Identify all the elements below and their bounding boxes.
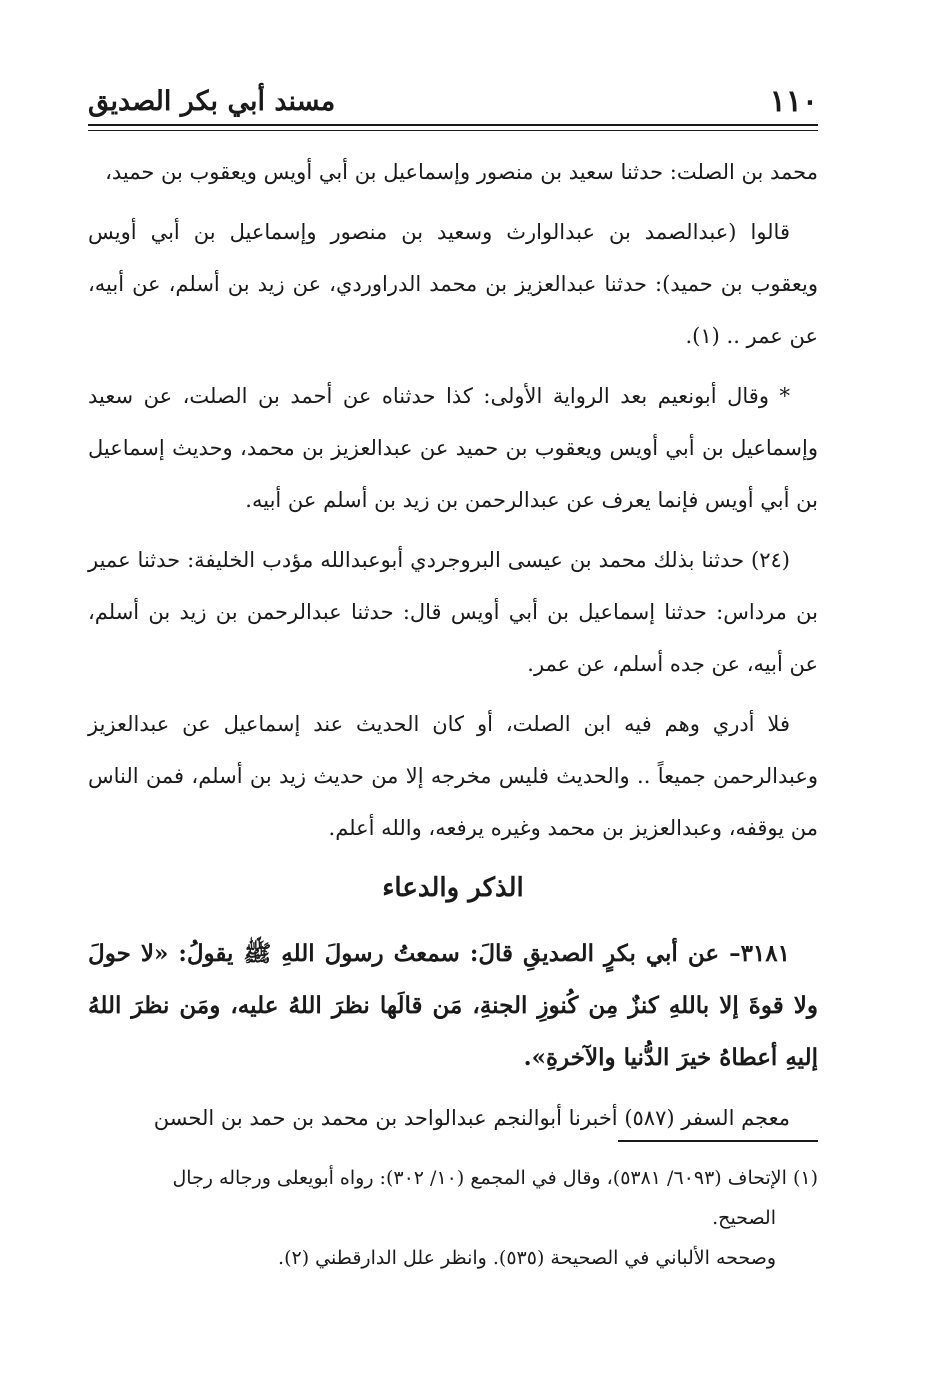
paragraph-5: فلا أدري وهم فيه ابن الصلت، أو كان الحديث عند إسماعيل عن عبدالعزيز وعبدالرحمن جميعاً .. والحديث فليس مخرجه إلا من حديث زيد بن أسلم، فمن الناس من يوقفه، وعبدالعزيز بن محمد وغيره يرفعه، والله أعلم. — [88, 712, 818, 840]
hadith-text: ٣١٨١– عن أبي بكرٍ الصديقِ قالَ: سمعتُ رسولَ اللهِ ﷺ يقولُ: «لا حولَ ولا قوةَ إلا باللهِ كنزٌ مِن كُنوزِ الجنةِ، مَن قالَها نظرَ اللهُ عليه، ومَن نظرَ اللهُ إليهِ أعطاهُ خيرَ الدُّنيا والآخرةِ». — [88, 940, 818, 1071]
footnote-1-continuation-2: وصححه الألباني في الصحيحة (٥٣٥). وانظر علل الدارقطني (٢). — [278, 1247, 776, 1269]
header-rule-thin — [88, 130, 818, 131]
section-heading: الذكر والدعاء — [382, 873, 524, 903]
header-rule — [88, 124, 818, 126]
paragraph-1: محمد بن الصلت: حدثنا سعيد بن منصور وإسماعيل بن أبي أويس ويعقوب بن حميد، — [105, 160, 818, 184]
page-header — [88, 80, 818, 122]
footnotes — [88, 1158, 818, 1278]
paragraph-3: * وقال أبونعيم بعد الرواية الأولى: كذا حدثناه عن أحمد بن الصلت، عن سعيد وإسماعيل بن أبي أويس ويعقوب بن حميد عن عبدالعزيز بن محمد، وحديث إسماعيل بن أبي أويس فإنما يعرف عن عبدالرحمن بن زيد بن أسلم عن أبيه. — [88, 384, 818, 512]
paragraph-2: قالوا (عبدالصمد بن عبدالوارث وسعيد بن منصور وإسماعيل بن أبي أويس ويعقوب بن حميد): حدثنا عبدالعزيز بن محمد الدراوردي، عن زيد بن أسلم، عن أبيه، عن عمر .. (١). — [88, 220, 818, 348]
paragraph-4: (٢٤) حدثنا بذلك محمد بن عيسى البروجردي أبوعبدالله مؤدب الخليفة: حدثنا عمير بن مرداس: حدثنا إسماعيل بن أبي أويس قال: حدثنا عبدالرحمن بن زيد بن أسلم، عن أبيه، عن جده أسلم، عن عمر. — [88, 548, 818, 676]
footnote-rule — [618, 1140, 818, 1142]
main-text — [88, 146, 818, 1152]
running-title: مسند أبي بكر الصديق — [88, 86, 336, 117]
footnote-1: (١) الإتحاف (٦٠٩٣/ ٥٣٨١)، وقال في المجمع (١٠/ ٣٠٢): رواه أبويعلى ورجاله رجال — [172, 1167, 818, 1189]
footnote-1-continuation: الصحيح. — [712, 1207, 776, 1229]
source-line: معجم السفر (٥٨٧) أخبرنا أبوالنجم عبدالواحد بن محمد بن حمد بن الحسن — [153, 1106, 790, 1130]
page-number: ١١٠ — [769, 84, 818, 119]
